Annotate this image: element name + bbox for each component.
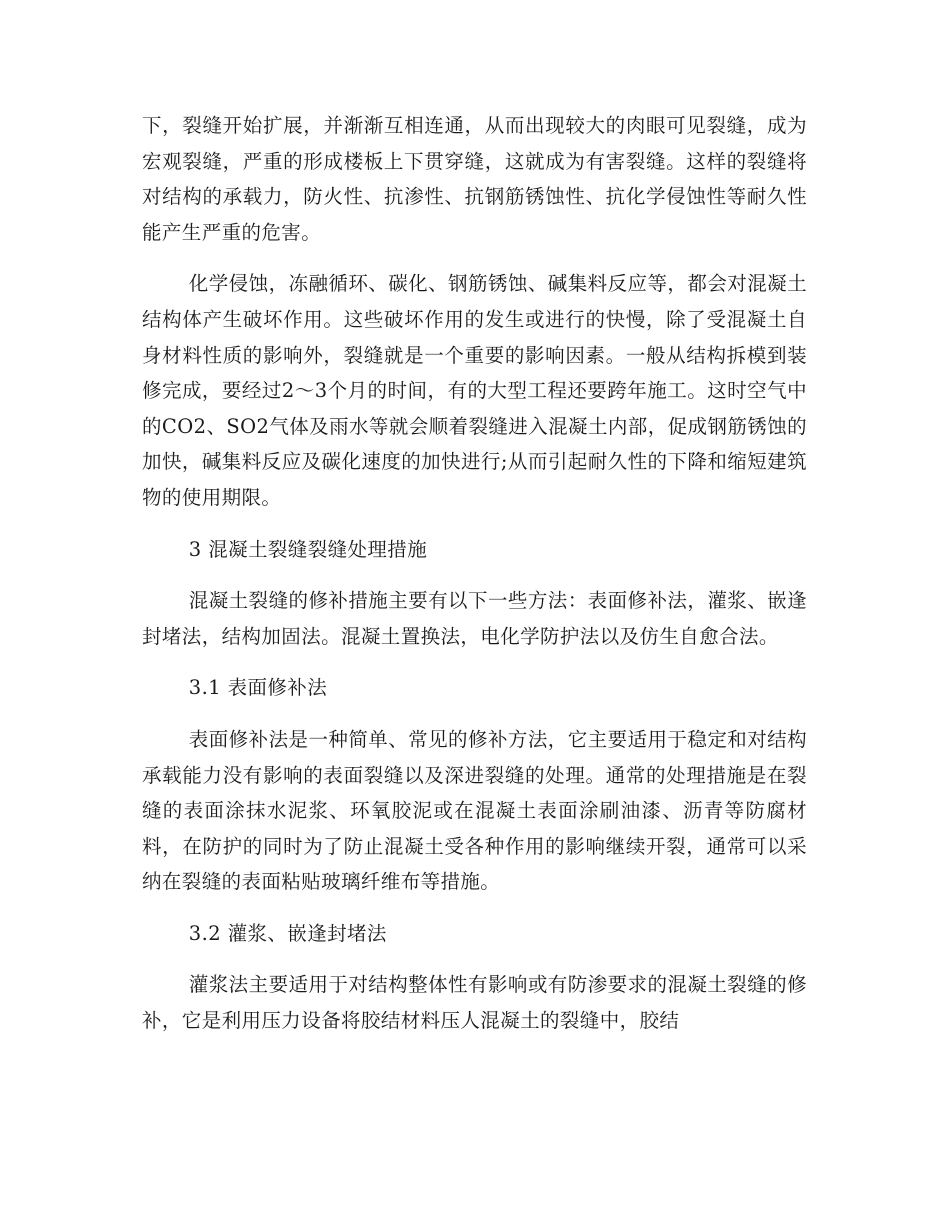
- section-heading-3-2: 3.2 灌浆、嵌逢封堵法: [188, 921, 387, 945]
- paragraph-continuation: 下，裂缝开始扩展，并渐渐互相连通，从而出现较大的肉眼可见裂缝，成为宏观裂缝，严重的形成楼板上下贯穿缝，这就成为有害裂缝。这样的裂缝将对结构的承载力，防火性、抗渗性、抗钢筋锈蚀性、抗化学侵蚀性等耐久性能产生严重的危害。: [142, 114, 807, 244]
- paragraph-repair-methods: 混凝土裂缝的修补措施主要有以下一些方法：表面修补法，灌浆、嵌逢封堵法，结构加固法。混凝土置换法，电化学防护法以及仿生自愈合法。: [142, 589, 807, 648]
- paragraph-grouting: 灌浆法主要适用于对结构整体性有影响或有防渗要求的混凝土裂缝的修补，它是利用压力设备将胶结材料压人混凝土的裂缝中，胶结: [142, 973, 807, 1033]
- paragraph-surface-repair: 表面修补法是一种简单、常见的修补方法，它主要适用于稳定和对结构承载能力没有影响的表面裂缝以及深进裂缝的处理。通常的处理措施是在裂缝的表面涂抹水泥浆、环氧胶泥或在混凝土表面涂刷油漆、沥青等防腐材料，在防护的同时为了防止混凝土受各种作用的影响继续开裂，通常可以采纳在裂缝的表面粘贴玻璃纤维布等措施。: [142, 727, 807, 894]
- paragraph-chemical-erosion: 化学侵蚀，冻融循环、碳化、钢筋锈蚀、碱集料反应等，都会对混凝土结构体产生破坏作用。这些破坏作用的发生或进行的快慢，除了受混凝土自身材料性质的影响外，裂缝就是一个重要的影响因素。一般从结构拆模到装修完成，要经过2～3个月的时间，有的大型工程还要跨年施工。这时空气中的CO2、SO2气体及雨水等就会顺着裂缝进入混凝土内部，促成钢筋锈蚀的加快，碱集料反应及碳化速度的加快进行;从而引起耐久性的下降和缩短建筑物的使用期限。: [142, 272, 807, 509]
- section-heading-3-1: 3.1 表面修补法: [188, 676, 328, 700]
- document-page: [142, 108, 807, 1055]
- section-heading-3: 3 混凝土裂缝裂缝处理措施: [188, 537, 428, 561]
